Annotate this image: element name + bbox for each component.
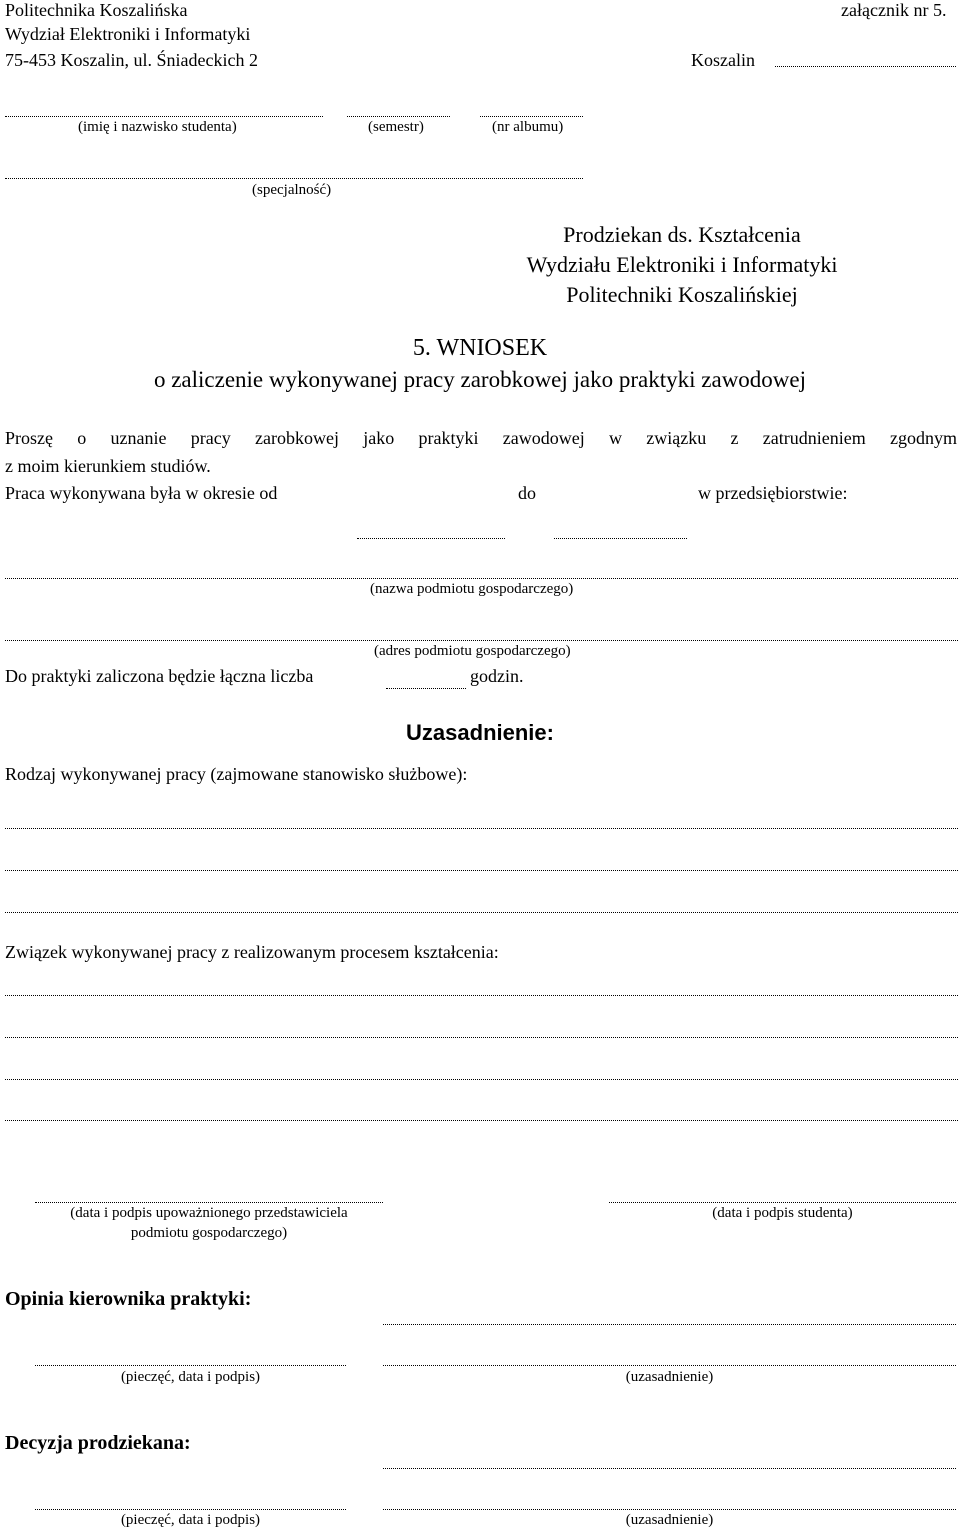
company-address-field[interactable]	[5, 640, 958, 641]
album-number-field[interactable]	[480, 116, 583, 117]
company-rep-caption-line-1: (data i podpis upoważnionego przedstawiciela	[70, 1205, 348, 1221]
city-label: Koszalin	[691, 50, 755, 70]
opinion-stamp-field[interactable]	[35, 1365, 346, 1366]
company-name-field[interactable]	[5, 578, 958, 579]
period-to-label: do	[518, 483, 536, 503]
relation-line-1[interactable]	[5, 995, 958, 996]
hours-suffix: godzin.	[470, 666, 524, 686]
semester-caption: (semestr)	[368, 119, 424, 135]
specialty-caption: (specjalność)	[252, 182, 332, 198]
attachment-label: załącznik nr 5.	[841, 0, 947, 20]
request-text-line-2: z moim kierunkiem studiów.	[5, 456, 211, 476]
request-text-line-1: Proszę o uznanie pracy zarobkowej jako praktyki zawodowej w związku z zatrudnieniem zgodnym	[5, 428, 957, 448]
student-signature-caption: (data i podpis studenta)	[712, 1205, 853, 1221]
date-field[interactable]	[775, 66, 956, 67]
company-rep-signature-field[interactable]	[35, 1202, 383, 1203]
decision-reason-field[interactable]	[383, 1509, 956, 1510]
company-rep-caption-line-2: podmiotu gospodarczego)	[130, 1225, 288, 1241]
faculty-name: Wydział Elektroniki i Informatyki	[5, 24, 251, 44]
opinion-line-1[interactable]	[383, 1324, 956, 1325]
university-address: 75-453 Koszalin, ul. Śniadeckich 2	[5, 50, 258, 70]
job-type-line-2[interactable]	[5, 870, 958, 871]
job-type-line-1[interactable]	[5, 828, 958, 829]
period-from-field[interactable]	[357, 538, 505, 539]
job-type-line-3[interactable]	[5, 912, 958, 913]
opinion-stamp-caption: (pieczęć, data i podpis)	[120, 1369, 261, 1385]
company-name-caption: (nazwa podmiotu gospodarczego)	[370, 581, 574, 597]
justification-heading: Uzasadnienie:	[406, 720, 554, 745]
document-title: 5. WNIOSEK	[412, 335, 548, 361]
period-to-field[interactable]	[554, 538, 687, 539]
decision-reason-caption: (uzasadnienie)	[625, 1512, 714, 1528]
relation-line-3[interactable]	[5, 1079, 958, 1080]
student-name-field[interactable]	[5, 116, 323, 117]
addressee-line-2: Wydziału Elektroniki i Informatyki	[526, 252, 838, 277]
decision-line-1[interactable]	[383, 1468, 956, 1469]
specialty-field[interactable]	[5, 178, 583, 179]
company-address-caption: (adres podmiotu gospodarczego)	[374, 643, 571, 659]
decision-heading: Decyzja prodziekana:	[5, 1432, 191, 1454]
hours-prefix: Do praktyki zaliczona będzie łączna liczba	[5, 666, 314, 686]
addressee-line-1: Prodziekan ds. Kształcenia	[563, 222, 801, 247]
document-subtitle: o zaliczenie wykonywanej pracy zarobkowej jako praktyki zawodowej	[153, 367, 807, 392]
job-type-label: Rodzaj wykonywanej pracy (zajmowane stanowisko służbowe):	[5, 764, 468, 784]
album-number-caption: (nr albumu)	[492, 119, 564, 135]
student-name-caption: (imię i nazwisko studenta)	[78, 119, 237, 135]
university-name: Politechnika Koszalińska	[5, 0, 188, 20]
opinion-reason-field[interactable]	[383, 1365, 956, 1366]
relation-label: Związek wykonywanej pracy z realizowanym procesem kształcenia:	[5, 942, 499, 962]
addressee-line-3: Politechniki Koszalińskiej	[566, 282, 798, 307]
decision-stamp-field[interactable]	[35, 1509, 346, 1510]
student-signature-field[interactable]	[609, 1202, 956, 1203]
company-label: w przedsiębiorstwie:	[698, 483, 848, 503]
opinion-reason-caption: (uzasadnienie)	[625, 1369, 714, 1385]
relation-line-2[interactable]	[5, 1037, 958, 1038]
decision-stamp-caption: (pieczęć, data i podpis)	[120, 1512, 261, 1528]
relation-line-4[interactable]	[5, 1120, 958, 1121]
hours-field[interactable]	[386, 688, 466, 689]
opinion-heading: Opinia kierownika praktyki:	[5, 1288, 252, 1310]
period-prefix: Praca wykonywana była w okresie od	[5, 483, 278, 503]
semester-field[interactable]	[347, 116, 450, 117]
